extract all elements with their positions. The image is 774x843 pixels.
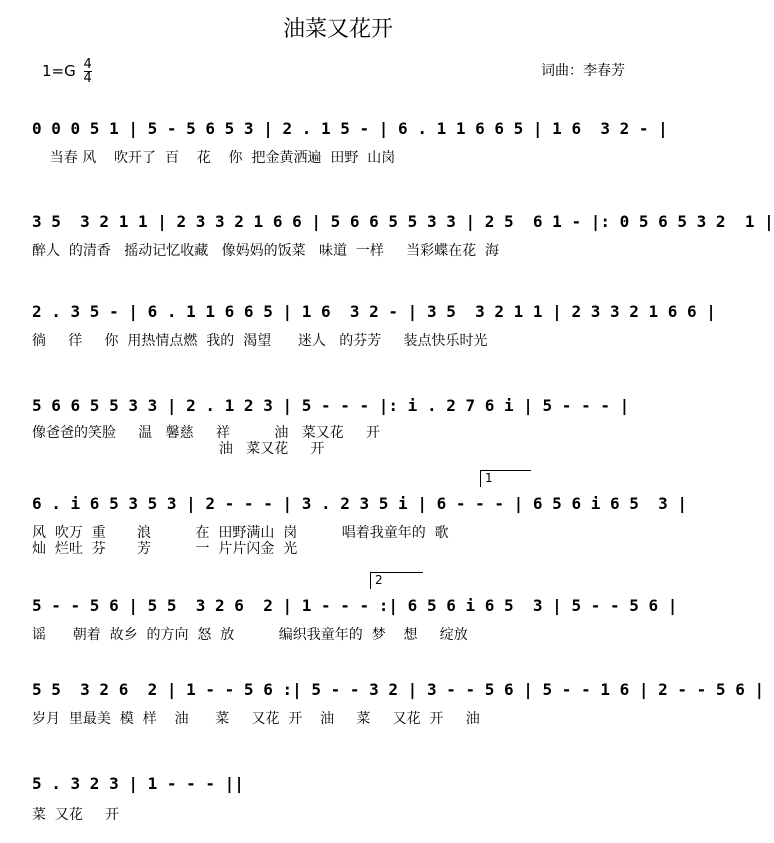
key-label: 1=G (42, 62, 76, 80)
lyric-line: 菜 又花 开 (32, 807, 120, 823)
lyric-line: 像爸爸的笑脸 温 馨慈 祥 油 菜又花 开 (32, 425, 380, 441)
notation-line: 2 . 3 5 - | 6 . 1 1 6 6 5 | 1 6 3 2 - | 3 5 3 2 1 1 | 2 3 3 2 1 6 6 | (32, 302, 716, 321)
notation-line: 0 0 0 5 1 | 5 - 5 6 5 3 | 2 . 1 5 - | 6 . 1 1 6 6 5 | 1 6 3 2 - | (32, 119, 668, 138)
lyric-line: 风 吹万 重 浪 在 田野满山 岗 唱着我童年的 歌 (32, 525, 449, 541)
time-denominator: 4 (83, 71, 92, 86)
volta-number: 1 (485, 471, 493, 485)
notation-line: 3 5 3 2 1 1 | 2 3 3 2 1 6 6 | 5 6 6 5 5 3 3 | 2 5 6 1 - |: 0 5 6 5 3 2 1 | (32, 212, 774, 231)
lyric-line: 当春 风 吹开了 百 花 你 把金黄洒遍 田野 山岗 (32, 150, 396, 166)
notation-line: 5 6 6 5 5 3 3 | 2 . 1 2 3 | 5 - - - |: i . 2 7 6 i | 5 - - - | (32, 396, 630, 415)
lyric-line-verse-2: 灿 烂吐 芬 芳 一 片片闪金 光 (32, 541, 298, 557)
time-numerator: 4 (83, 57, 92, 72)
credit-line: 词曲：李春芳 (541, 63, 625, 79)
volta-number: 2 (375, 573, 383, 587)
lyric-line: 谣 朝着 故乡 的方向 怒 放 编织我童年的 梦 想 绽放 (32, 627, 468, 643)
lyric-line: 岁月 里最美 模 样 油 菜 又花 开 油 菜 又花 开 油 (32, 711, 480, 727)
volta-ending-1 (480, 470, 531, 487)
song-title: 油菜又花开 (282, 17, 393, 42)
notation-line: 5 . 3 2 3 | 1 - - - || (32, 774, 244, 793)
notation-line: 5 - - 5 6 | 5 5 3 2 6 2 | 1 - - - :| 6 5 6 i 6 5 3 | 5 - - 5 6 | (32, 596, 678, 615)
volta-ending-2 (370, 572, 423, 589)
lyric-line: 徜 徉 你 用热情点燃 我的 渴望 迷人 的芬芳 装点快乐时光 (32, 333, 488, 349)
time-signature (84, 58, 92, 85)
lyric-line: 醉人 的清香 摇动记忆收藏 像妈妈的饭菜 味道 一样 当彩蝶在花 海 (32, 243, 500, 259)
key-signature (42, 58, 92, 85)
notation-line: 6 . i 6 5 3 5 3 | 2 - - - | 3 . 2 3 5 i | 6 - - - | 6 5 6 i 6 5 3 | (32, 494, 688, 513)
lyric-line-verse-2: 油 菜又花 开 (32, 441, 325, 457)
notation-line: 5 5 3 2 6 2 | 1 - - 5 6 :| 5 - - 3 2 | 3 - - 5 6 | 5 - - 1 6 | 2 - - 5 6 | (32, 680, 765, 699)
